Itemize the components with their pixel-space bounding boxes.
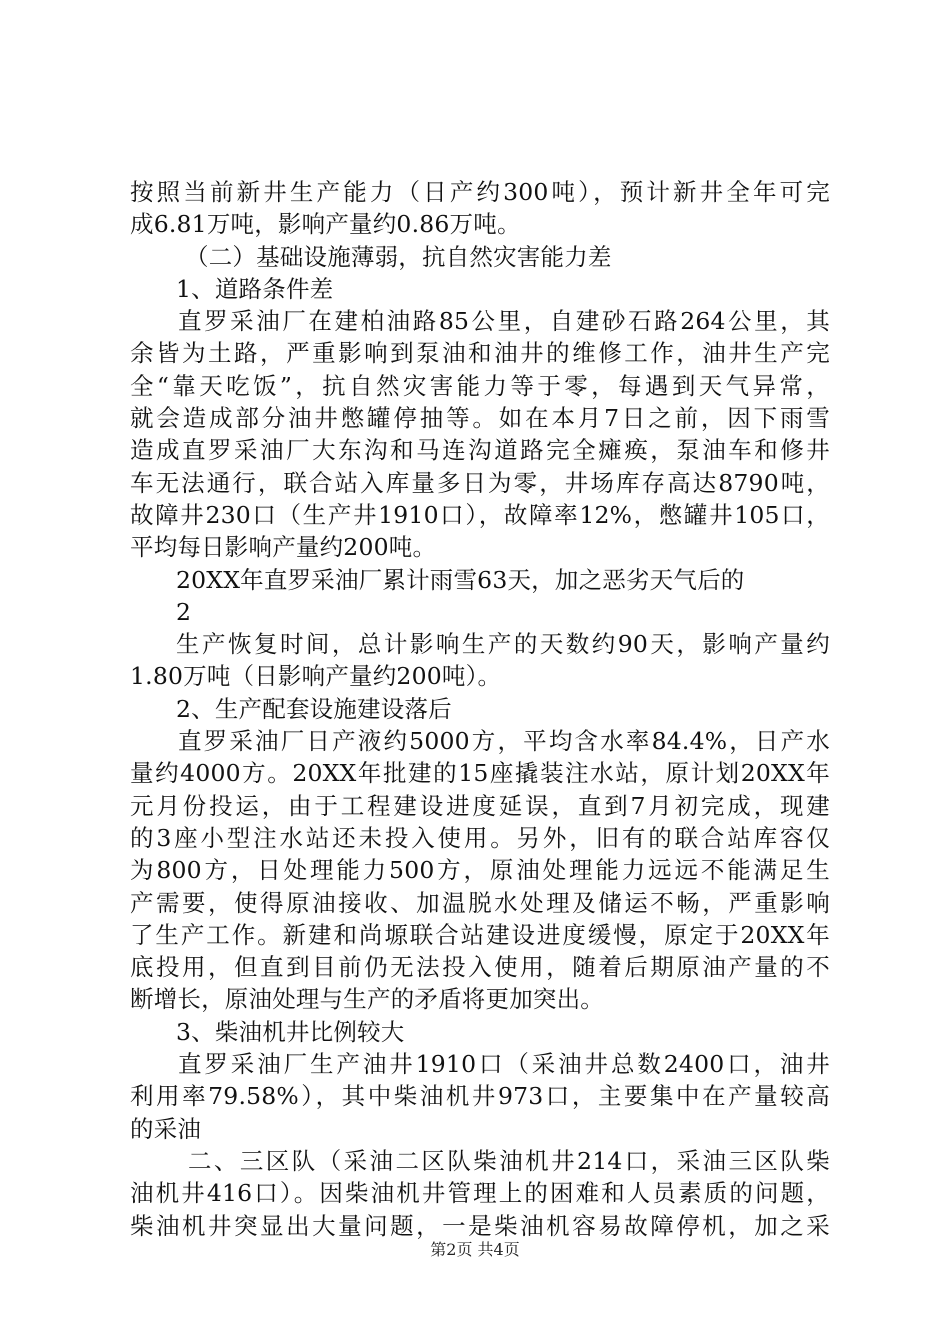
text-line: 二、三区队（采油二区队柴油机井214口，采油三区队柴 [188, 1146, 830, 1175]
text-line: 余皆为土路，严重影响到泵油和油井的维修工作，油井生产完 [130, 339, 830, 368]
text-line: 产需要，使得原油接收、加温脱水处理及储运不畅，严重影响 [130, 888, 830, 917]
text-line: 的3座小型注水站还未投入使用。另外，旧有的联合站库容仅 [130, 823, 830, 852]
text-line: 成6.81万吨，影响产量约0.86万吨。 [130, 210, 521, 239]
text-line: 平均每日影响产量约200吨。 [130, 533, 437, 562]
text-line: 柴油机井突显出大量问题，一是柴油机容易故障停机，加之采 [130, 1211, 830, 1240]
text-line: 直罗采油厂生产油井1910口（采油井总数2400口，油井 [178, 1050, 830, 1079]
text-line: 了生产工作。新建和尚塬联合站建设进度缓慢，原定于20XX年 [130, 920, 830, 949]
text-line: 断增长，原油处理与生产的矛盾将更加突出。 [130, 985, 604, 1014]
text-line: 故障井230口（生产井1910口），故障率12%，憋罐井105口， [130, 500, 830, 529]
text-line: 1.80万吨（日影响产量约200吨）。 [130, 662, 502, 691]
text-line: 车无法通行，联合站入库量多日为零，井场库存高达8790吨， [130, 468, 830, 497]
text-line: 元月份投运，由于工程建设进度延误，直到7月初完成，现建 [130, 791, 830, 820]
text-line: 的采油 [130, 1114, 202, 1143]
page-footer: 第2页 共4页 [430, 1240, 520, 1259]
document-body [130, 176, 830, 1242]
text-line: 造成直罗采油厂大东沟和马连沟道路完全瘫痪，泵油车和修井 [130, 436, 830, 465]
text-line: 油机井416口）。因柴油机井管理上的困难和人员素质的问题， [130, 1179, 830, 1208]
text-line: 2、生产配套设施建设落后 [176, 694, 452, 723]
text-line: 生产恢复时间，总计影响生产的天数约90天，影响产量约 [176, 630, 830, 659]
text-line: 直罗采油厂在建柏油路85公里，自建砂石路264公里，其 [178, 307, 830, 336]
text-line: 就会造成部分油井憋罐停抽等。如在本月7日之前，因下雨雪 [130, 404, 830, 433]
text-line: 全“靠天吃饭”，抗自然灾害能力等于零，每遇到天气异常， [130, 371, 830, 400]
text-line: 直罗采油厂日产液约5000方，平均含水率84.4%，日产水 [178, 727, 830, 756]
text-line: 量约4000方。20XX年批建的15座撬装注水站，原计划20XX年 [130, 759, 830, 788]
text-line: 1、道路条件差 [176, 274, 334, 303]
text-line: 20XX年直罗采油厂累计雨雪63天，加之恶劣天气后的 [176, 565, 745, 594]
text-line: （二）基础设施薄弱，抗自然灾害能力差 [185, 242, 612, 271]
text-line: 底投用，但直到目前仍无法投入使用，随着后期原油产量的不 [130, 953, 830, 982]
text-line: 3、柴油机井比例较大 [176, 1017, 405, 1046]
text-line: 利用率79.58%），其中柴油机井973口，主要集中在产量较高 [130, 1082, 830, 1111]
text-line: 为800方，日处理能力500方，原油处理能力远远不能满足生 [130, 856, 830, 885]
text-line: 2 [176, 597, 192, 626]
text-line: 按照当前新井生产能力（日产约300吨），预计新井全年可完 [130, 178, 830, 206]
